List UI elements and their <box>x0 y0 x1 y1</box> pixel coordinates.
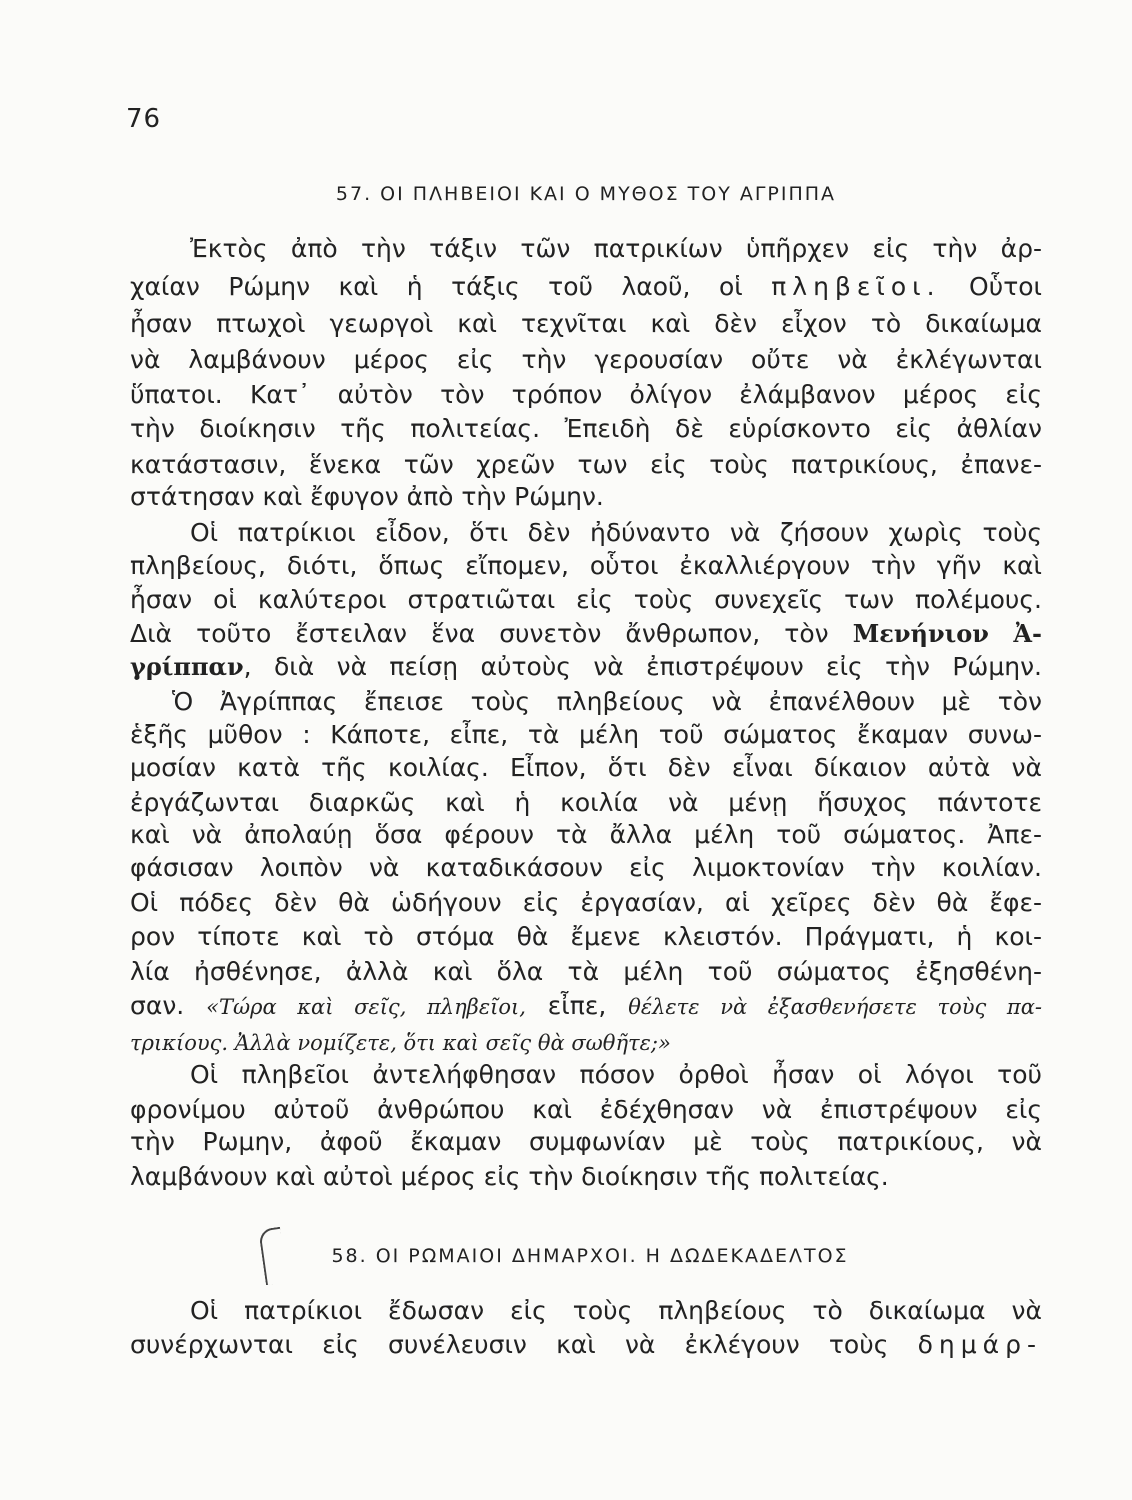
text-line: ὕπατοι. Κατ᾽ αὐτὸν τὸν τρόπον ὀλίγον ἐλάμβανον μέρος εἰς <box>130 380 1042 409</box>
text-line: ρον τίποτε καὶ τὸ στόμα θὰ ἔμενε κλειστόν. Πράγματι, ἡ κοι- <box>130 922 1042 951</box>
text-line: συνέρχωνται εἰς συνέλευσιν καὶ νὰ ἐκλέγουν τοὺς δημάρ- <box>130 1330 1042 1359</box>
text-line: ἑξῆς μῦθον : Κάποτε, εἶπε, τὰ μέλη τοῦ σώματος ἔκαμαν συνω- <box>130 720 1042 749</box>
text-line: ἦσαν πτωχοὶ γεωργοὶ καὶ τεχνῖται καὶ δὲν εἶχον τὸ δικαίωμα <box>130 309 1042 338</box>
italic-quote: θέλετε νὰ ἐξασθενήσετε τοὺς πα- <box>628 995 1042 1019</box>
bold-name: γρίππαν <box>130 652 244 681</box>
section-58-heading: 58. ΟΙ ΡΩΜΑΙΟΙ ΔΗΜΑΡΧΟΙ. Η ΔΩΔΕΚΑΔΕΛΤΟΣ <box>331 1245 849 1267</box>
italic-quote: «Τώρα καὶ σεῖς, πληβεῖοι, <box>206 995 526 1019</box>
text-line: πληβείους, διότι, ὅπως εἴπομεν, οὗτοι ἐκαλλιέργουν τὴν γῆν καὶ <box>130 551 1042 580</box>
text-line: Οἱ πατρίκιοι εἶδον, ὅτι δὲν ἠδύναντο νὰ ζήσουν χωρὶς τοὺς <box>190 518 1042 547</box>
text-line: Οἱ πόδες δὲν θὰ ὡδήγουν εἰς ἐργασίαν, αἱ χεῖρες δὲν θὰ ἔφε- <box>130 888 1042 917</box>
text-line: φάσισαν λοιπὸν νὰ καταδικάσουν εἰς λιμοκτονίαν τὴν κοιλίαν. <box>130 853 1042 882</box>
text-line <box>130 1025 1042 1060</box>
text-line: χαίαν Ρώμην καὶ ἡ τάξις τοῦ λαοῦ, οἱ πληβεῖοι. Οὗτοι <box>130 272 1042 301</box>
text-line: τὴν διοίκησιν τῆς πολιτείας. Ἐπειδὴ δὲ εὑρίσκοντο εἰς ἀθλίαν <box>130 414 1042 443</box>
text-line: λαμβάνουν καὶ αὐτοὶ μέρος εἰς τὴν διοίκησιν τῆς πολιτείας. <box>130 1162 889 1191</box>
text-line: Ὁ Ἀγρίππας ἔπεισε τοὺς πληβείους νὰ ἐπανέλθουν μὲ τὸν <box>172 687 1042 716</box>
section-57-heading: 57. ΟΙ ΠΛΗΒΕΙΟΙ ΚΑΙ Ο ΜΥΘΟΣ ΤΟΥ ΑΓΡΙΠΠΑ <box>335 183 837 205</box>
text-line: τὴν Ρωμην, ἀφοῦ ἔκαμαν συμφωνίαν μὲ τοὺς πατρικίους, νὰ <box>130 1127 1042 1156</box>
text-line: λία ἠσθένησε, ἀλλὰ καὶ ὅλα τὰ μέλη τοῦ σώματος ἐξησθένη- <box>130 957 1042 986</box>
italic-quote: τρικίους. Ἀλλὰ νομίζετε, ὅτι καὶ σεῖς θὰ σωθῆτε;» <box>130 1031 671 1055</box>
text-line: φρονίμου αὐτοῦ ἀνθρώπου καὶ ἐδέχθησαν νὰ ἐπιστρέψουν εἰς <box>130 1095 1042 1124</box>
text-line: Οἱ πληβεῖοι ἀντελήφθησαν πόσον ὀρθοὶ ἦσαν οἱ λόγοι τοῦ <box>190 1060 1042 1089</box>
bold-name: Μενήνιον Ἀ- <box>852 619 1042 648</box>
text-line: στάτησαν καὶ ἔφυγον ἀπὸ τὴν Ρώμην. <box>130 482 604 511</box>
text-line: νὰ λαμβάνουν μέρος εἰς τὴν γερουσίαν οὔτε νὰ ἐκλέγωνται <box>130 345 1042 374</box>
spaced-term: δημάρ- <box>917 1330 1042 1359</box>
text-line: ἦσαν οἱ καλύτεροι στρατιῶται εἰς τοὺς συνεχεῖς των πολέμους. <box>130 585 1042 614</box>
text-line: Ἐκτὸς ἀπὸ τὴν τάξιν τῶν πατρικίων ὑπῆρχεν εἰς τὴν ἀρ- <box>190 234 1042 263</box>
text-line: ἐργάζωνται διαρκῶς καὶ ἡ κοιλία νὰ μένῃ ἥσυχος πάντοτε <box>130 788 1042 817</box>
text-line: κατάστασιν, ἕνεκα τῶν χρεῶν των εἰς τοὺς πατρικίους, ἐπανε- <box>130 450 1042 479</box>
page-number: 76 <box>126 104 162 134</box>
text-line: σαν. «Τώρα καὶ σεῖς, πληβεῖοι, εἶπε, θέλετε νὰ ἐξασθενήσετε τοὺς πα- <box>130 991 1042 1020</box>
text-line: μοσίαν κατὰ τῆς κοιλίας. Εἶπον, ὅτι δὲν εἶναι δίκαιον αὐτὰ νὰ <box>130 753 1042 782</box>
text-line: γρίππαν, διὰ νὰ πείσῃ αὐτοὺς νὰ ἐπιστρέψουν εἰς τὴν Ρώμην. <box>130 652 1042 681</box>
text-line: Οἱ πατρίκιοι ἔδωσαν εἰς τοὺς πληβείους τὸ δικαίωμα νὰ <box>190 1296 1042 1325</box>
text-line: καὶ νὰ ἀπολαύῃ ὅσα φέρουν τὰ ἄλλα μέλη τοῦ σώματος. Ἀπε- <box>130 820 1042 849</box>
text-line: Διὰ τοῦτο ἔστειλαν ἕνα συνετὸν ἄνθρωπον, τὸν Μενήνιον Ἀ- <box>130 619 1042 648</box>
spaced-term: πληβεῖοι. <box>771 272 941 301</box>
